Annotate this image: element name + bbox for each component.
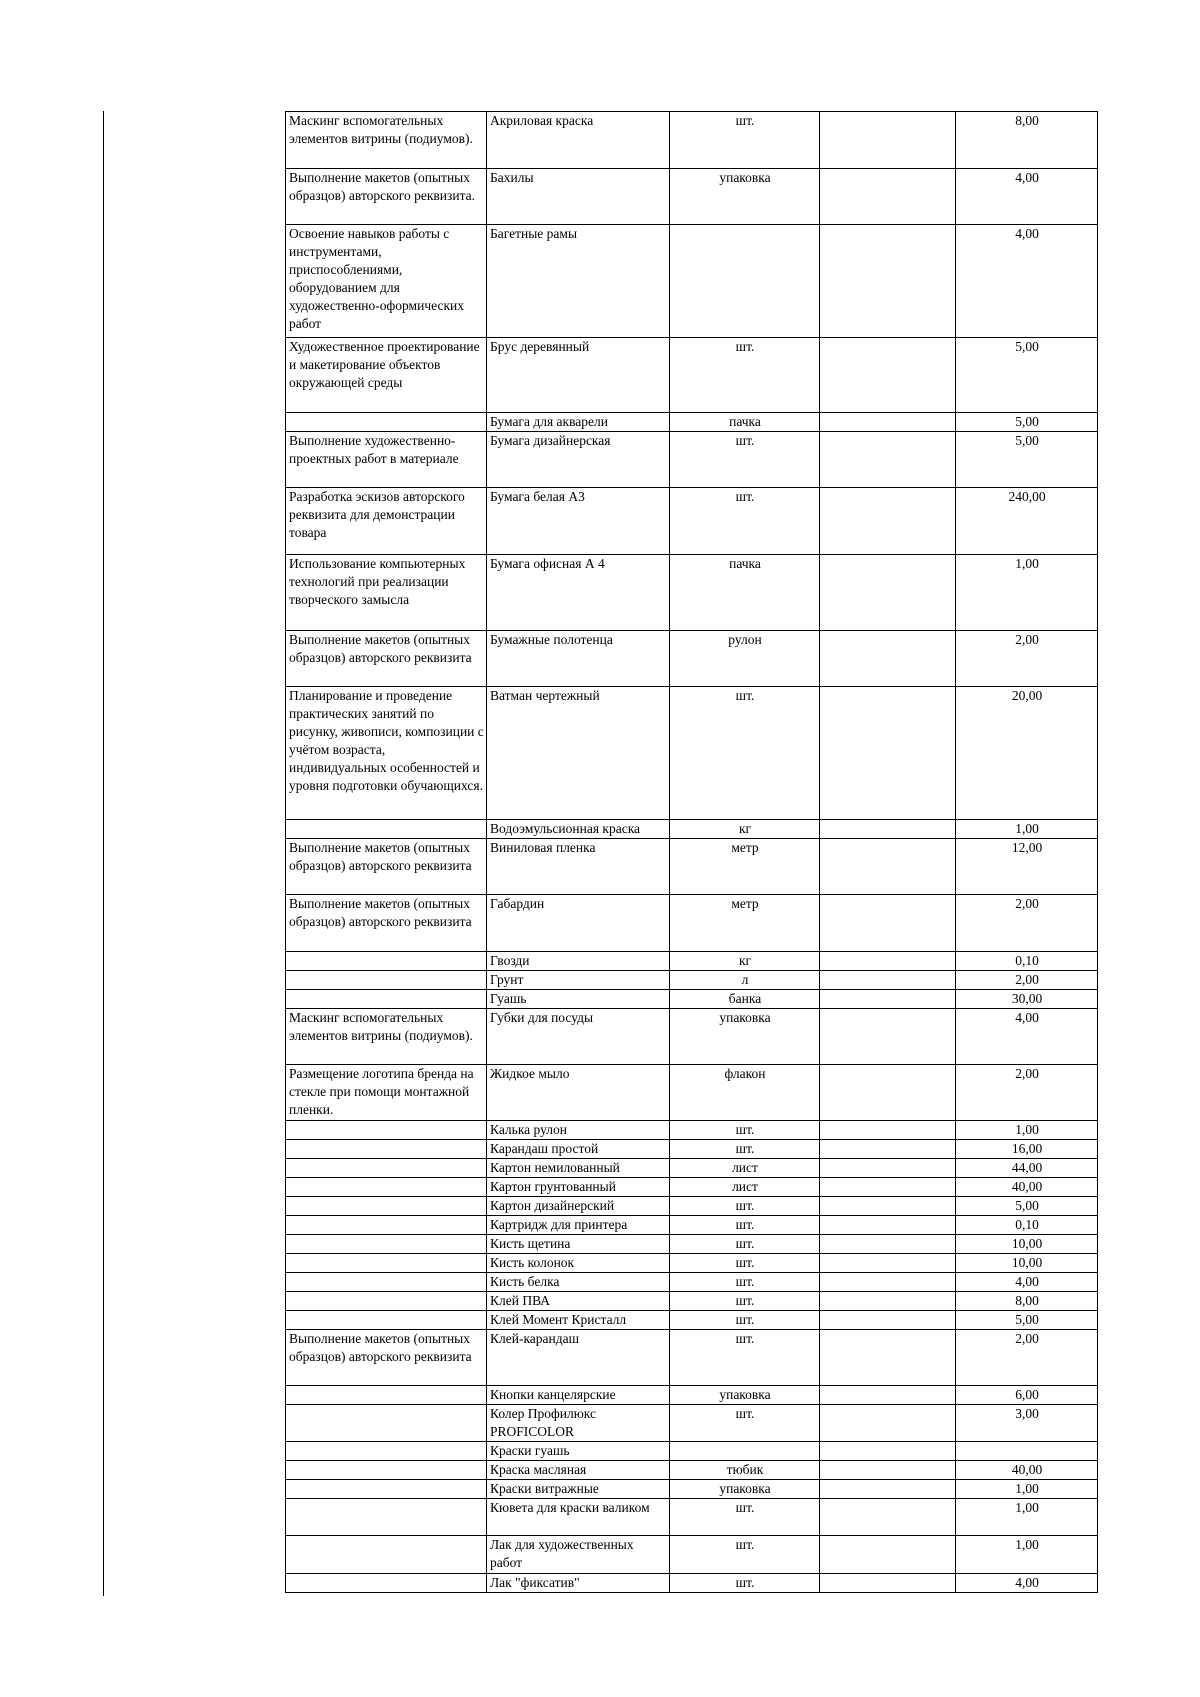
empty-cell xyxy=(820,952,956,971)
empty-cell xyxy=(820,839,956,895)
empty-cell xyxy=(820,990,956,1009)
unit-cell: шт. xyxy=(670,1292,820,1311)
activity-cell xyxy=(286,1273,487,1292)
table-row xyxy=(286,1009,1098,1065)
quantity-cell: 4,00 xyxy=(956,1574,1098,1593)
empty-cell xyxy=(820,432,956,488)
empty-cell xyxy=(820,1273,956,1292)
material-cell: Багетные рамы xyxy=(487,225,670,338)
unit-cell: шт. xyxy=(670,1254,820,1273)
activity-cell xyxy=(286,1121,487,1140)
table-row xyxy=(286,990,1098,1009)
activity-cell xyxy=(286,1480,487,1499)
empty-cell xyxy=(820,225,956,338)
unit-cell: метр xyxy=(670,839,820,895)
quantity-cell: 2,00 xyxy=(956,631,1098,687)
empty-cell xyxy=(820,1178,956,1197)
material-cell: Акриловая краска xyxy=(487,112,670,169)
table-row xyxy=(286,839,1098,895)
material-cell: Клей Момент Кристалл xyxy=(487,1311,670,1330)
activity-cell: Маскинг вспомогательных элементов витрины (подиумов). xyxy=(286,112,487,169)
activity-cell xyxy=(286,820,487,839)
quantity-cell: 4,00 xyxy=(956,225,1098,338)
material-cell: Краска масляная xyxy=(487,1461,670,1480)
table-row xyxy=(286,555,1098,631)
material-cell: Картон дизайнерский xyxy=(487,1197,670,1216)
table-row xyxy=(286,112,1098,169)
empty-cell xyxy=(820,1536,956,1574)
table-row xyxy=(286,413,1098,432)
material-cell: Бахилы xyxy=(487,169,670,225)
unit-cell: шт. xyxy=(670,687,820,820)
table-row xyxy=(286,631,1098,687)
material-cell: Картридж для принтера xyxy=(487,1216,670,1235)
material-cell: Клей-карандаш xyxy=(487,1330,670,1386)
activity-cell: Выполнение макетов (опытных образцов) авторского реквизита. xyxy=(286,169,487,225)
quantity-cell: 30,00 xyxy=(956,990,1098,1009)
table-row xyxy=(286,1273,1098,1292)
quantity-cell: 5,00 xyxy=(956,432,1098,488)
empty-cell xyxy=(820,1386,956,1405)
activity-cell xyxy=(286,1178,487,1197)
activity-cell xyxy=(286,1311,487,1330)
unit-cell: флакон xyxy=(670,1065,820,1121)
activity-cell xyxy=(286,1216,487,1235)
unit-cell: шт. xyxy=(670,1311,820,1330)
unit-cell: пачка xyxy=(670,413,820,432)
quantity-cell: 5,00 xyxy=(956,338,1098,413)
activity-cell xyxy=(286,990,487,1009)
unit-cell: кг xyxy=(670,952,820,971)
unit-cell: шт. xyxy=(670,1499,820,1536)
material-cell: Губки для посуды xyxy=(487,1009,670,1065)
material-cell: Жидкое мыло xyxy=(487,1065,670,1121)
quantity-cell: 2,00 xyxy=(956,1065,1098,1121)
material-cell: Бумага дизайнерская xyxy=(487,432,670,488)
quantity-cell: 4,00 xyxy=(956,169,1098,225)
unit-cell: шт. xyxy=(670,338,820,413)
material-cell: Картон грунтованный xyxy=(487,1178,670,1197)
table-row xyxy=(286,820,1098,839)
material-cell: Клей ПВА xyxy=(487,1292,670,1311)
quantity-cell: 8,00 xyxy=(956,1292,1098,1311)
table-row xyxy=(286,1499,1098,1536)
empty-cell xyxy=(820,555,956,631)
unit-cell: шт. xyxy=(670,1273,820,1292)
material-cell: Грунт xyxy=(487,971,670,990)
empty-cell xyxy=(820,1330,956,1386)
unit-cell: кг xyxy=(670,820,820,839)
table-row xyxy=(286,1311,1098,1330)
table-row xyxy=(286,1461,1098,1480)
activity-cell xyxy=(286,1442,487,1461)
table-row xyxy=(286,1121,1098,1140)
table-row xyxy=(286,1330,1098,1386)
activity-cell xyxy=(286,1536,487,1574)
materials-table-body xyxy=(286,112,1098,1593)
empty-cell xyxy=(820,169,956,225)
activity-cell xyxy=(286,1254,487,1273)
empty-cell xyxy=(820,1442,956,1461)
material-cell: Карандаш простой xyxy=(487,1140,670,1159)
table-row xyxy=(286,1254,1098,1273)
empty-cell xyxy=(820,1140,956,1159)
material-cell: Кисть колонок xyxy=(487,1254,670,1273)
empty-cell xyxy=(820,1574,956,1593)
quantity-cell: 1,00 xyxy=(956,555,1098,631)
material-cell: Бумажные полотенца xyxy=(487,631,670,687)
left-margin-line xyxy=(103,111,104,1596)
table-row xyxy=(286,1480,1098,1499)
material-cell: Картон немилованный xyxy=(487,1159,670,1178)
activity-cell: Использование компьютерных технологий при реализации творческого замысла xyxy=(286,555,487,631)
material-cell: Кисть щетина xyxy=(487,1235,670,1254)
unit-cell: упаковка xyxy=(670,1480,820,1499)
material-cell: Гвозди xyxy=(487,952,670,971)
material-cell: Лак для художественных работ xyxy=(487,1536,670,1574)
table-row xyxy=(286,952,1098,971)
material-cell: Габардин xyxy=(487,895,670,952)
quantity-cell: 40,00 xyxy=(956,1178,1098,1197)
material-cell: Кисть белка xyxy=(487,1273,670,1292)
material-cell: Брус деревянный xyxy=(487,338,670,413)
material-cell: Краски гуашь xyxy=(487,1442,670,1461)
quantity-cell: 240,00 xyxy=(956,488,1098,555)
empty-cell xyxy=(820,1405,956,1442)
material-cell: Калька рулон xyxy=(487,1121,670,1140)
empty-cell xyxy=(820,1065,956,1121)
table-row xyxy=(286,1159,1098,1178)
unit-cell xyxy=(670,225,820,338)
activity-cell xyxy=(286,952,487,971)
material-cell: Краски витражные xyxy=(487,1480,670,1499)
quantity-cell: 2,00 xyxy=(956,971,1098,990)
table-row xyxy=(286,488,1098,555)
unit-cell: шт. xyxy=(670,1140,820,1159)
empty-cell xyxy=(820,1292,956,1311)
material-cell: Виниловая пленка xyxy=(487,839,670,895)
activity-cell xyxy=(286,413,487,432)
unit-cell: шт. xyxy=(670,488,820,555)
activity-cell xyxy=(286,1197,487,1216)
unit-cell: пачка xyxy=(670,555,820,631)
empty-cell xyxy=(820,820,956,839)
quantity-cell: 3,00 xyxy=(956,1405,1098,1442)
unit-cell: шт. xyxy=(670,1536,820,1574)
empty-cell xyxy=(820,1499,956,1536)
empty-cell xyxy=(820,1311,956,1330)
quantity-cell: 10,00 xyxy=(956,1254,1098,1273)
table-row xyxy=(286,1405,1098,1442)
table-row xyxy=(286,1216,1098,1235)
material-cell: Бумага для акварели xyxy=(487,413,670,432)
unit-cell: упаковка xyxy=(670,169,820,225)
empty-cell xyxy=(820,112,956,169)
activity-cell xyxy=(286,1386,487,1405)
quantity-cell: 10,00 xyxy=(956,1235,1098,1254)
quantity-cell: 12,00 xyxy=(956,839,1098,895)
activity-cell xyxy=(286,1499,487,1536)
quantity-cell: 5,00 xyxy=(956,1311,1098,1330)
table-row xyxy=(286,687,1098,820)
table-row xyxy=(286,1065,1098,1121)
unit-cell: шт. xyxy=(670,1574,820,1593)
table-row xyxy=(286,1292,1098,1311)
quantity-cell: 2,00 xyxy=(956,895,1098,952)
material-cell: Водоэмульсионная краска xyxy=(487,820,670,839)
quantity-cell: 1,00 xyxy=(956,1480,1098,1499)
unit-cell: метр xyxy=(670,895,820,952)
empty-cell xyxy=(820,687,956,820)
empty-cell xyxy=(820,1254,956,1273)
unit-cell: упаковка xyxy=(670,1386,820,1405)
quantity-cell: 8,00 xyxy=(956,112,1098,169)
empty-cell xyxy=(820,338,956,413)
activity-cell: Выполнение макетов (опытных образцов) авторского реквизита xyxy=(286,895,487,952)
quantity-cell: 1,00 xyxy=(956,1499,1098,1536)
unit-cell: шт. xyxy=(670,1121,820,1140)
quantity-cell: 20,00 xyxy=(956,687,1098,820)
unit-cell: банка xyxy=(670,990,820,1009)
material-cell: Бумага офисная А 4 xyxy=(487,555,670,631)
quantity-cell: 1,00 xyxy=(956,820,1098,839)
table-row xyxy=(286,225,1098,338)
unit-cell: лист xyxy=(670,1159,820,1178)
activity-cell xyxy=(286,1405,487,1442)
table-row xyxy=(286,1178,1098,1197)
materials-table xyxy=(285,111,1098,1593)
quantity-cell: 2,00 xyxy=(956,1330,1098,1386)
unit-cell: шт. xyxy=(670,1197,820,1216)
unit-cell: тюбик xyxy=(670,1461,820,1480)
empty-cell xyxy=(820,1480,956,1499)
quantity-cell: 16,00 xyxy=(956,1140,1098,1159)
quantity-cell: 4,00 xyxy=(956,1009,1098,1065)
activity-cell: Выполнение макетов (опытных образцов) авторского реквизита xyxy=(286,1330,487,1386)
empty-cell xyxy=(820,1197,956,1216)
activity-cell: Художественное проектирование и макетирование объектов окружающей среды xyxy=(286,338,487,413)
quantity-cell: 6,00 xyxy=(956,1386,1098,1405)
table-row xyxy=(286,971,1098,990)
table-row xyxy=(286,1574,1098,1593)
unit-cell: лист xyxy=(670,1178,820,1197)
activity-cell xyxy=(286,1461,487,1480)
activity-cell xyxy=(286,1159,487,1178)
table-row xyxy=(286,1140,1098,1159)
activity-cell: Выполнение макетов (опытных образцов) авторского реквизита xyxy=(286,631,487,687)
unit-cell: шт. xyxy=(670,112,820,169)
table-row xyxy=(286,432,1098,488)
unit-cell: шт. xyxy=(670,1330,820,1386)
activity-cell xyxy=(286,1235,487,1254)
table-row xyxy=(286,338,1098,413)
empty-cell xyxy=(820,1159,956,1178)
quantity-cell: 40,00 xyxy=(956,1461,1098,1480)
material-cell: Кнопки канцелярские xyxy=(487,1386,670,1405)
empty-cell xyxy=(820,971,956,990)
quantity-cell: 4,00 xyxy=(956,1273,1098,1292)
empty-cell xyxy=(820,1235,956,1254)
empty-cell xyxy=(820,895,956,952)
table-row xyxy=(286,169,1098,225)
material-cell: Бумага белая А3 xyxy=(487,488,670,555)
activity-cell xyxy=(286,971,487,990)
material-cell: Кювета для краски валиком xyxy=(487,1499,670,1536)
empty-cell xyxy=(820,1461,956,1480)
material-cell: Колер Профилюкс PROFICOLOR xyxy=(487,1405,670,1442)
unit-cell: шт. xyxy=(670,1235,820,1254)
quantity-cell: 0,10 xyxy=(956,1216,1098,1235)
unit-cell: шт. xyxy=(670,432,820,488)
empty-cell xyxy=(820,1121,956,1140)
activity-cell xyxy=(286,1140,487,1159)
table-row xyxy=(286,1386,1098,1405)
quantity-cell: 0,10 xyxy=(956,952,1098,971)
material-cell: Гуашь xyxy=(487,990,670,1009)
unit-cell xyxy=(670,1442,820,1461)
unit-cell: рулон xyxy=(670,631,820,687)
empty-cell xyxy=(820,631,956,687)
material-cell: Ватман чертежный xyxy=(487,687,670,820)
activity-cell: Размещение логотипа бренда на стекле при помощи монтажной пленки. xyxy=(286,1065,487,1121)
table-row xyxy=(286,895,1098,952)
material-cell: Лак "фиксатив" xyxy=(487,1574,670,1593)
empty-cell xyxy=(820,413,956,432)
quantity-cell: 44,00 xyxy=(956,1159,1098,1178)
activity-cell: Выполнение художественно-проектных работ в материале xyxy=(286,432,487,488)
table-row xyxy=(286,1197,1098,1216)
unit-cell: упаковка xyxy=(670,1009,820,1065)
unit-cell: шт. xyxy=(670,1405,820,1442)
activity-cell xyxy=(286,1292,487,1311)
quantity-cell xyxy=(956,1442,1098,1461)
unit-cell: шт. xyxy=(670,1216,820,1235)
activity-cell: Планирование и проведение практических занятий по рисунку, живописи, композиции с учётом возраста, индивидуальных особенностей и уровня подготовки обучающихся. xyxy=(286,687,487,820)
table-row xyxy=(286,1536,1098,1574)
quantity-cell: 1,00 xyxy=(956,1121,1098,1140)
empty-cell xyxy=(820,1216,956,1235)
activity-cell: Маскинг вспомогательных элементов витрины (подиумов). xyxy=(286,1009,487,1065)
table-row xyxy=(286,1442,1098,1461)
quantity-cell: 5,00 xyxy=(956,413,1098,432)
activity-cell xyxy=(286,1574,487,1593)
empty-cell xyxy=(820,488,956,555)
activity-cell: Выполнение макетов (опытных образцов) авторского реквизита xyxy=(286,839,487,895)
quantity-cell: 1,00 xyxy=(956,1536,1098,1574)
activity-cell: Освоение навыков работы с инструментами, приспособлениями, оборудованием для художественно-оформических работ xyxy=(286,225,487,338)
empty-cell xyxy=(820,1009,956,1065)
activity-cell: Разработка эскизов авторского реквизита для демонстрации товара xyxy=(286,488,487,555)
quantity-cell: 5,00 xyxy=(956,1197,1098,1216)
table-row xyxy=(286,1235,1098,1254)
unit-cell: л xyxy=(670,971,820,990)
